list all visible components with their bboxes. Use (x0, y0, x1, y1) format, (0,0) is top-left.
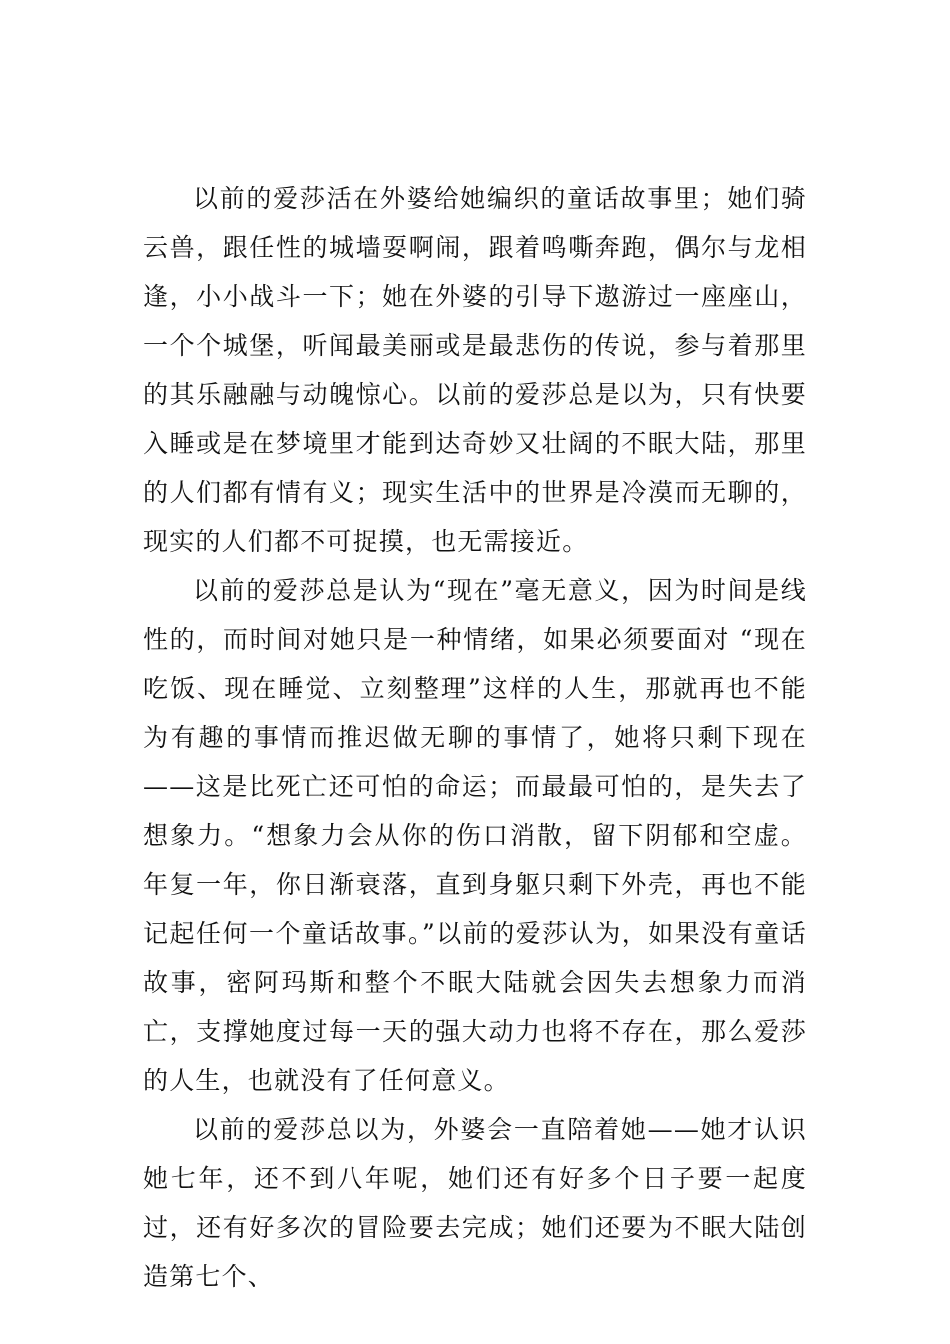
paragraph-3: 以前的爱莎总以为，外婆会一直陪着她——她才认识她七年，还不到八年呢，她们还有好多个日子要一起度过，还有好多次的冒险要去完成；她们还要为不眠大陆创造第七个、 (143, 1115, 807, 1291)
body-text (143, 174, 807, 1301)
paragraph-1: 以前的爱莎活在外婆给她编织的童话故事里；她们骑云兽，跟任性的城墙耍啊闹，跟着鸣嘶奔跑，偶尔与龙相逢，小小战斗一下；她在外婆的引导下遨游过一座座山，一个个城堡，听闻最美丽或是最悲伤的传说，参与着那里的其乐融融与动魄惊心。以前的爱莎总是以为，只有快要入睡或是在梦境里才能到达奇妙又壮阔的不眠大陆，那里的人们都有情有义；现实生活中的世界是冷漠而无聊的，现实的人们都不可捉摸，也无需接近。 (143, 184, 807, 556)
paragraph-2: 以前的爱莎总是认为“现在”毫无意义，因为时间是线性的，而时间对她只是一种情绪，如果必须要面对 “现在吃饭、现在睡觉、立刻整理”这样的人生，那就再也不能为有趣的事情而推迟做无聊的事情了，她将只剩下现在——这是比死亡还可怕的命运；而最最可怕的，是失去了想象力。“想象力会从你的伤口消散，留下阴郁和空虚。年复一年，你日渐衰落，直到身躯只剩下外壳，再也不能记起任何一个童话故事。”以前的爱莎认为，如果没有童话故事，密阿玛斯和整个不眠大陆就会因失去想象力而消亡，支撑她度过每一天的强大动力也将不存在，那么爱莎的人生，也就没有了任何意义。 (143, 576, 807, 1095)
